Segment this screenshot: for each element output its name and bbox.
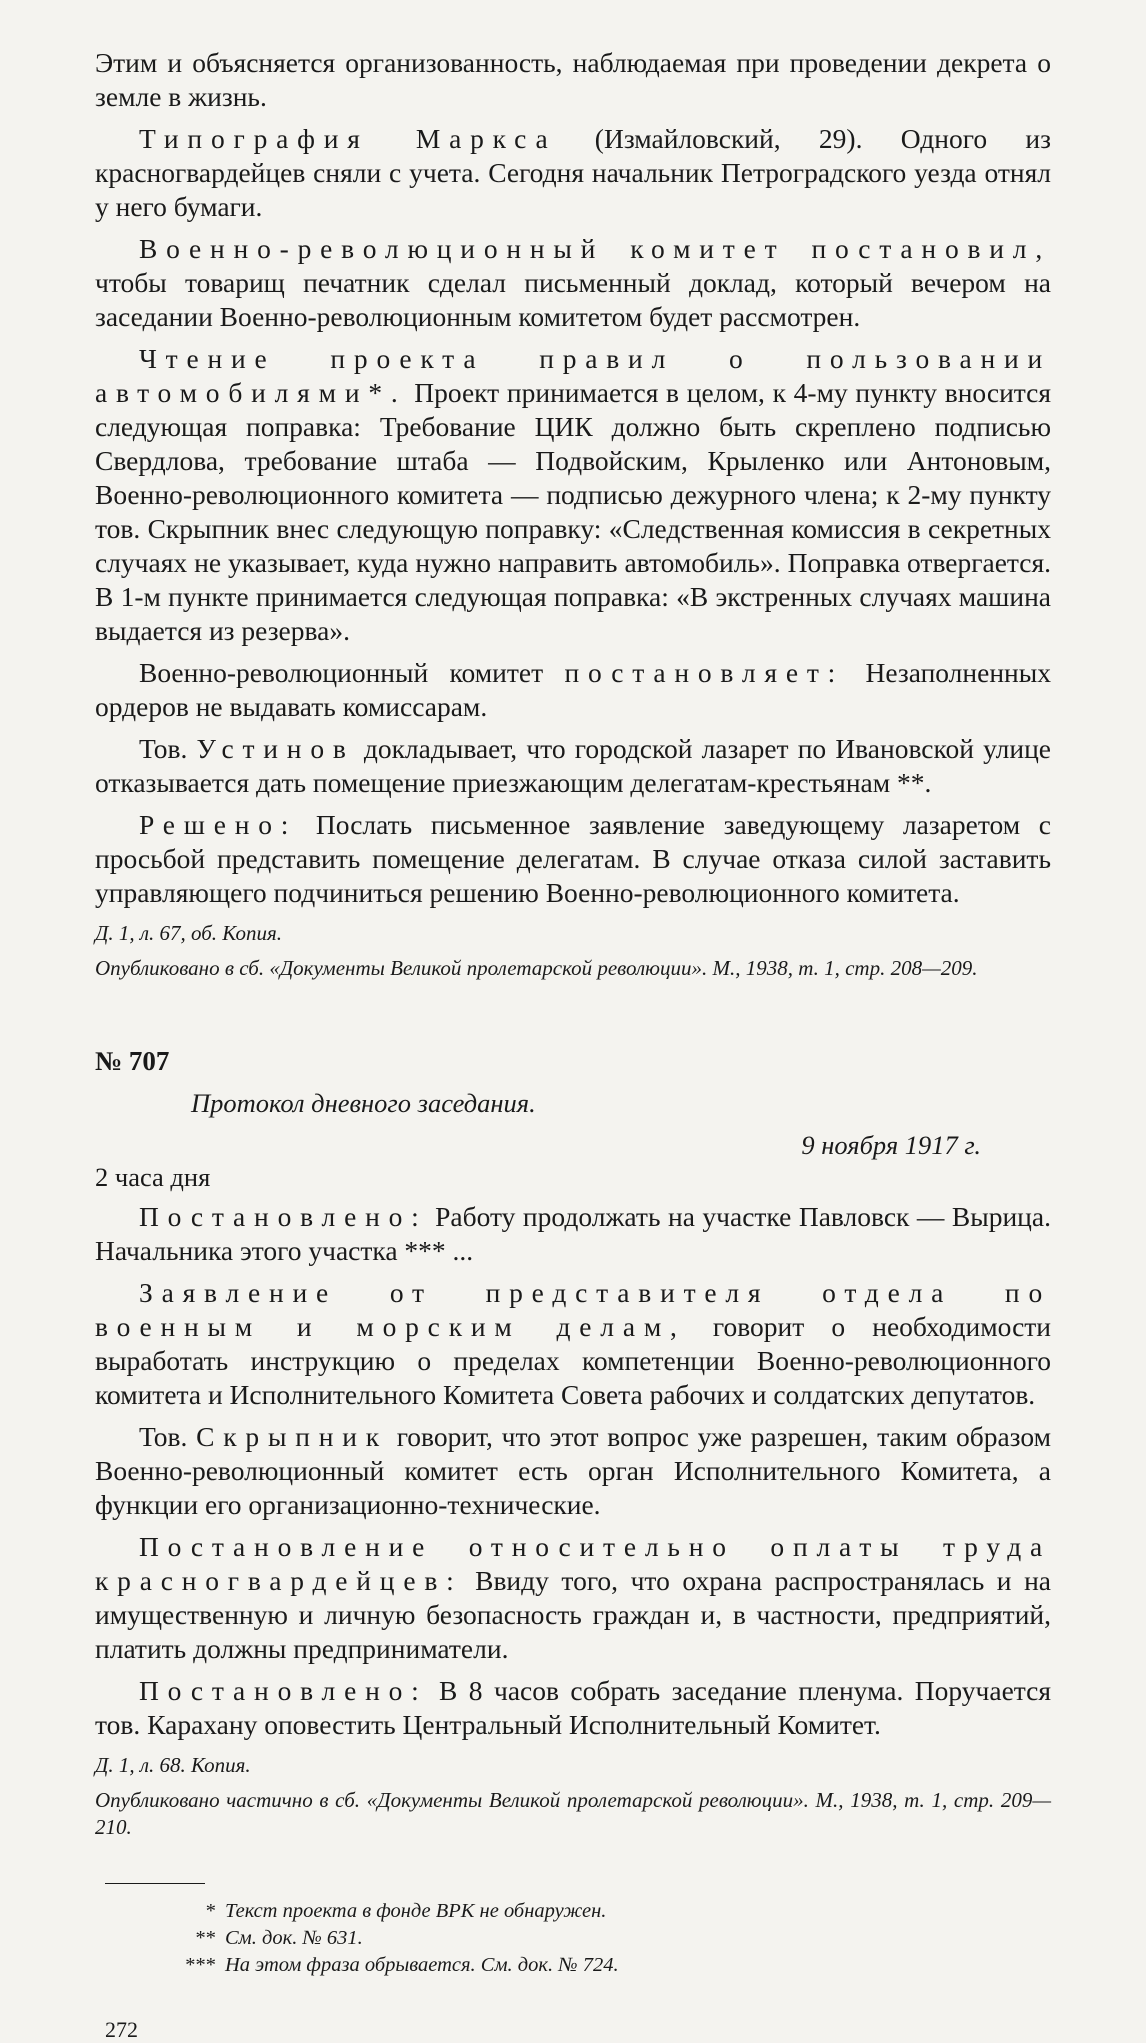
paragraph: Тов. Скрыпник говорит, что этот вопрос уже разрешен, таким образом Военно-революционный комитет есть орган Исполнительного Комитета, а функции его организационно-технические. [95, 1421, 1052, 1520]
source-published: Опубликовано частично в сб. «Документы Великой пролетарской революции». М., 1938, т. 1, стр. 209—210. [95, 1788, 1051, 1839]
source-archive: Д. 1, л. 67, об. Копия. [95, 921, 282, 945]
footnote: *** На этом фраза обрывается. См. док. № 724. [184, 1954, 619, 1976]
paragraph: Заявление от представителя отдела по военным и морским делам, говорит о необходимости выработать инструкцию о пределах компетенции Военно-революционного комитета и Исполнительного Комитета Совета рабочих и солдатских депутатов. [95, 1277, 1052, 1410]
page-number: 272 [105, 2017, 138, 2042]
paragraph: Решено: Послать письменное заявление заведующему лазаретом с просьбой представить помещение делегатам. В случае отказа силой заставить управляющего подчиниться решению Военно-революционного комитета. [95, 809, 1051, 908]
source-published: Опубликовано в сб. «Документы Великой пролетарской революции». М., 1938, т. 1, стр. 208—209. [95, 956, 978, 980]
paragraph: Военно-революционный комитет постановляет: Незаполненных ордеров не выдавать комиссарам. [95, 657, 1051, 722]
paragraph: Постановлено: Работу продолжать на участке Павловск — Вырица. Начальника этого участка *** ... [95, 1201, 1051, 1266]
paragraph: Типография Маркса (Измайловский, 29). Одного из красногвардейцев сняли с учета. Сегодня начальник Петроградского уезда отнял у него бумаги. [95, 123, 1051, 222]
doc-date: 9 ноября 1917 г. [801, 1130, 981, 1160]
footnote: ** См. док. № 631. [194, 1927, 363, 1949]
doc-title: Протокол дневного заседания. [191, 1088, 536, 1118]
footnotes [95, 1898, 1051, 1979]
doc-time: 2 часа дня [95, 1162, 211, 1192]
paragraph: Военно-революционный комитет постановил, чтобы товарищ печатник сделал письменный доклад, который вечером на заседании Военно-революционным комитетом будет рассмотрен. [95, 233, 1051, 332]
paragraph: Постановлено: В 8 часов собрать заседание пленума. Поручается тов. Карахану оповестить Центральный Исполнительный Комитет. [95, 1675, 1051, 1740]
top-text [95, 46, 1051, 910]
paragraph: Тов. Устинов докладывает, что городской лазарет по Ивановской улице отказывается дать помещение приезжающим делегатам-крестьянам **. [95, 733, 1051, 798]
footnote: * Текст проекта в фонде ВРК не обнаружен. [204, 1900, 607, 1922]
doc-number: № 707 [95, 1046, 170, 1076]
paragraph: Этим и объясняется организованность, наблюдаемая при проведении декрета о земле в жизнь. [95, 47, 1051, 112]
source-archive: Д. 1, л. 68. Копия. [95, 1753, 251, 1777]
paragraph: Чтение проекта правил о пользовании автомобилями*. Проект принимается в целом, к 4-му пункту вносится следующая поправка: Требование ЦИК должно быть скреплено подписью Свердлова, требование штаба — Подвойским, Крыленко или Антоновым, Военно-революционного комитета — подписью дежурного члена; к 2-му пункту тов. Скрыпник внес следующую поправку: «Следственная комиссия в секретных случаях не указывает, куда нужно направить автомобиль». Поправка отвергается. В 1-м пункте принимается следующая поправка: «В экстренных случаях машина выдается из резерва». [95, 343, 1051, 646]
bottom-text [95, 1200, 1051, 1742]
footnote-divider [105, 1883, 205, 1884]
paragraph: Постановление относительно оплаты труда красногвардейцев: Ввиду того, что охрана распространялась и на имущественную и личную безопасность граждан и, в частности, предприятий, платить должны предприниматели. [95, 1531, 1051, 1664]
